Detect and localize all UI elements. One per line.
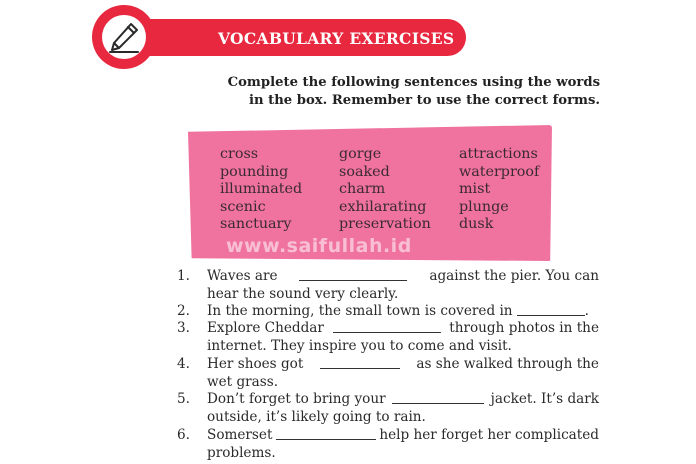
answer-blank [276,427,376,440]
exercise-text: jacket. It’s dark [490,391,599,407]
exercise-text: Somerset [207,427,273,443]
word-item: waterproof [459,163,540,180]
answer-blank [392,391,484,404]
exercise-text: help her forget her complicated [379,427,599,443]
exercise-number: 4. [177,356,190,372]
exercise-number: 3. [177,320,190,336]
pencil-icon [102,15,146,59]
word-column-3 [459,146,539,234]
word-item: scenic [220,198,266,215]
exercise-text: as she walked through the [416,356,599,372]
exercise-text: Waves are [207,268,278,284]
word-item: dusk [459,216,494,232]
exercise-text: internet. They inspire you to come and visit. [207,337,512,354]
exercise-text: Explore Cheddar [207,320,324,336]
answer-blank [333,320,441,333]
word-item: sanctuary [220,216,292,232]
word-item: gorge [339,146,382,162]
word-item: preservation [339,216,431,232]
instructions-line-2: in the box. Remember to use the correct forms. [248,93,600,108]
word-item: attractions [459,146,538,162]
exercise-text: against the pier. You can [429,268,599,284]
word-column-2 [339,146,431,234]
answer-blank [517,303,585,316]
exercise-number: 2. [177,303,190,319]
word-item: illuminated [220,181,303,197]
answer-blank [320,356,400,369]
exercise-text: through photos in the [449,320,599,336]
watermark: www.saifullah.id [226,235,412,257]
answer-blank [299,268,407,281]
exercise-text: . [584,303,589,319]
word-item: charm [339,181,386,197]
exercise-text: outside, it’s likely going to rain. [207,408,426,425]
word-item: cross [220,146,259,162]
exercise-text: wet grass. [207,373,279,390]
word-item: exhilarating [339,198,427,215]
exercise-text: In the morning, the small town is covered in [207,303,513,319]
exercise-text: hear the sound very clearly. [207,285,399,302]
instructions-line-1: Complete the following sentences using the words [227,75,600,90]
exercise-number: 1. [177,268,190,284]
word-column-1 [220,146,302,234]
exercise-text: problems. [207,444,276,461]
word-item: plunge [459,198,509,215]
exercise-number: 6. [177,427,190,443]
word-item: soaked [339,163,390,180]
exercise-text: Don’t forget to bring your [207,391,386,407]
word-item: mist [459,181,491,197]
exercise-text: Her shoes got [207,356,304,372]
instructions [228,74,600,110]
word-item: pounding [220,163,289,180]
exercise-number: 5. [177,391,190,407]
section-title: VOCABULARY EXERCISES [218,29,455,48]
